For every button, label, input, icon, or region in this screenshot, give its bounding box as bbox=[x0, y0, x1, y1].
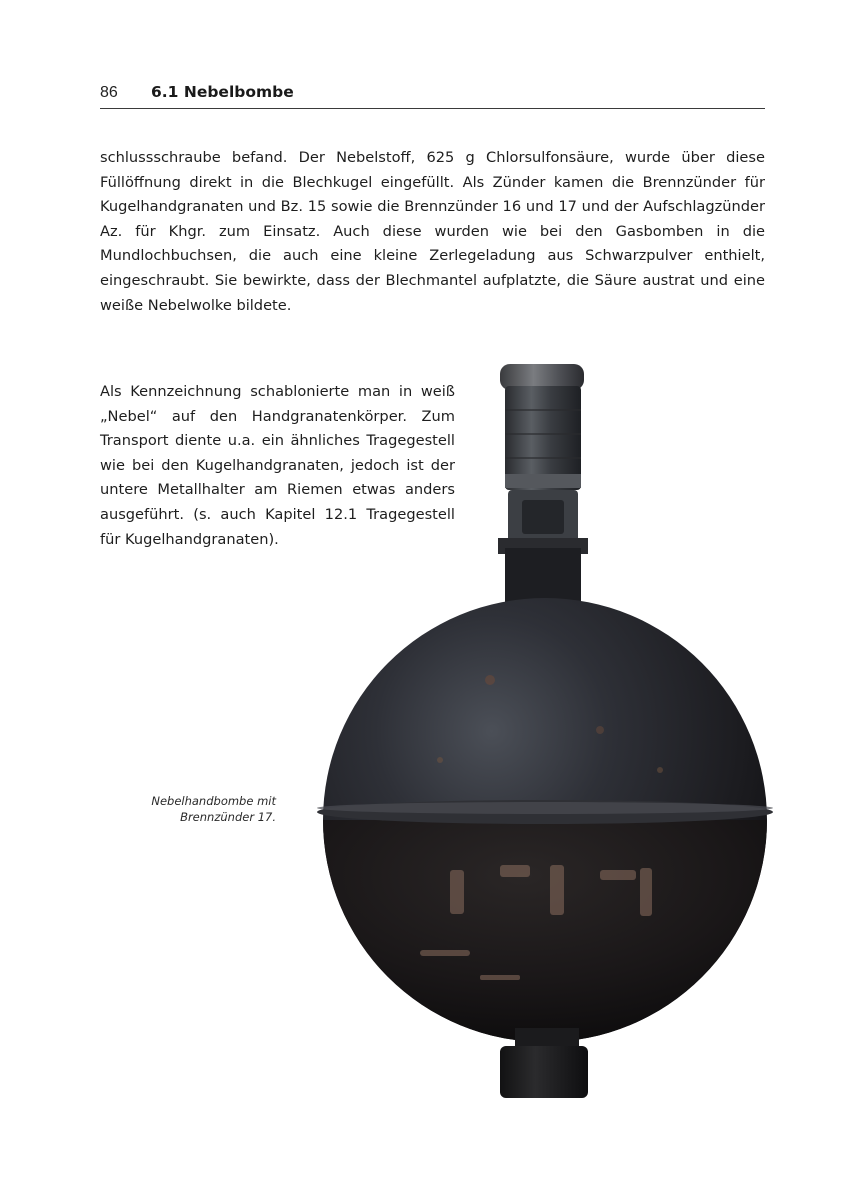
page-number: 86 bbox=[100, 84, 118, 101]
body-paragraph-1: schlussschraube befand. Der Nebelstoff, 625 g Chlorsulfonsäure, wurde über diese Füllöffnung direkt in die Blechkugel eingefüllt. Als Zünder kamen die Brennzünder für Kugelhandgranaten und Bz. 15 sowie die Brennzünder 16 und 17 und der Aufschlagzünder Az. für Khgr. zum Einsatz. Auch diese wurden wie bei den Gasbomben in die Mundlochbuchsen, die auch eine kleine Zerlegeladung aus Schwarzpulver enthielt, eingeschraubt. Sie bewirkte, dass der Blechmantel aufplatzte, die Säure austrat und eine weiße Nebelwolke bildete. bbox=[100, 149, 765, 314]
fuze-cap bbox=[500, 364, 584, 490]
smoke-grenade-photo bbox=[300, 350, 780, 1110]
body-paragraph-2: Als Kennzeichnung schablonierte man in weiß „Nebel“ auf den Handgranatenkörper. Zum Transport diente u.a. ein ähnliches Tragegestell wie bei den Kugelhandgranaten, jedoch ist der untere Metallhalter am Riemen etwas anders ausgeführt. (s. auch Kapitel 12.1 Tragegestell für Kugelhandgranaten). bbox=[100, 383, 455, 548]
figure-caption: Nebelhandbombe mit Brennzünder 17. bbox=[151, 794, 276, 824]
section-title: 6.1 Nebelbombe bbox=[151, 83, 294, 101]
grenade-neck bbox=[505, 548, 581, 604]
page-header bbox=[100, 82, 765, 109]
fuze-body bbox=[498, 490, 588, 554]
grenade-body bbox=[317, 598, 773, 1042]
